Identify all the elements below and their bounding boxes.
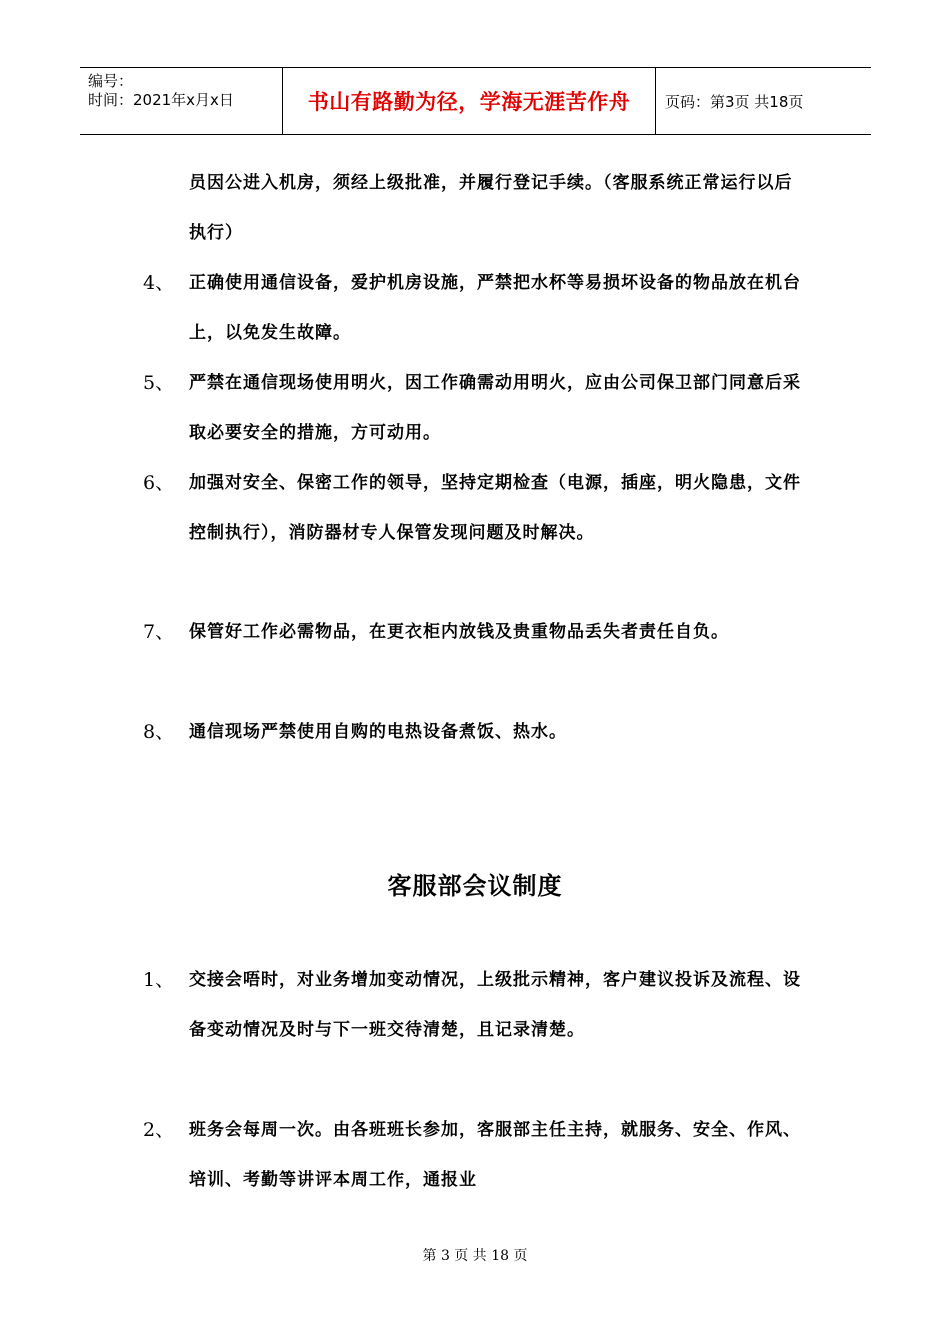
list-number: 6、 [143,472,175,494]
document-date-label: 时间：2021年x月x日 [88,91,234,109]
list-number: 8、 [143,721,175,743]
list-text: 严禁在通信现场使用明火，因工作确需动用明火，应由公司保卫部门同意后采取必要安全的措施，方可动用。 [189,373,801,443]
list-text: 交接会唔时，对业务增加变动情况，上级批示精神，客户建议投诉及流程、设备变动情况及时与下一班交待清楚，且记录清楚。 [189,970,801,1040]
list-text: 保管好工作必需物品，在更衣柜内放钱及贵重物品丢失者责任自负。 [189,622,729,642]
list-number: 4、 [143,272,175,294]
list-text: 班务会每周一次。由各班班长参加，客服部主任主持，就服务、安全、作风、培训、考勤等讲评本周工作，通报业 [189,1120,801,1190]
page-header [80,67,871,135]
page-footer: 第 3 页 共 18 页 [422,1248,528,1264]
list-text: 加强对安全、保密工作的领导，坚持定期检查（电源，插座，明火隐患，文件控制执行），消防器材专人保管发现问题及时解决。 [189,473,801,543]
list-text: 正确使用通信设备，爱护机房设施，严禁把水杯等易损坏设备的物品放在机台上，以免发生故障。 [189,273,801,343]
section-title: 客服部会议制度 [387,872,563,900]
header-motto: 书山有路勤为径，学海无涯苦作舟 [282,68,656,134]
list-number: 2、 [143,1119,175,1141]
header-page-info: 页码：第3页 共18页 [665,92,804,111]
list-number: 5、 [143,372,175,394]
document-number-label: 编号： [88,72,134,90]
list-number: 7、 [143,621,175,643]
header-meta [80,68,282,134]
list-text: 通信现场严禁使用自购的电热设备煮饭、热水。 [189,722,567,742]
paragraph-text: 员因公进入机房，须经上级批准，并履行登记手续。（客服系统正常运行以后执行） [189,173,793,243]
list-number: 1、 [143,969,175,991]
